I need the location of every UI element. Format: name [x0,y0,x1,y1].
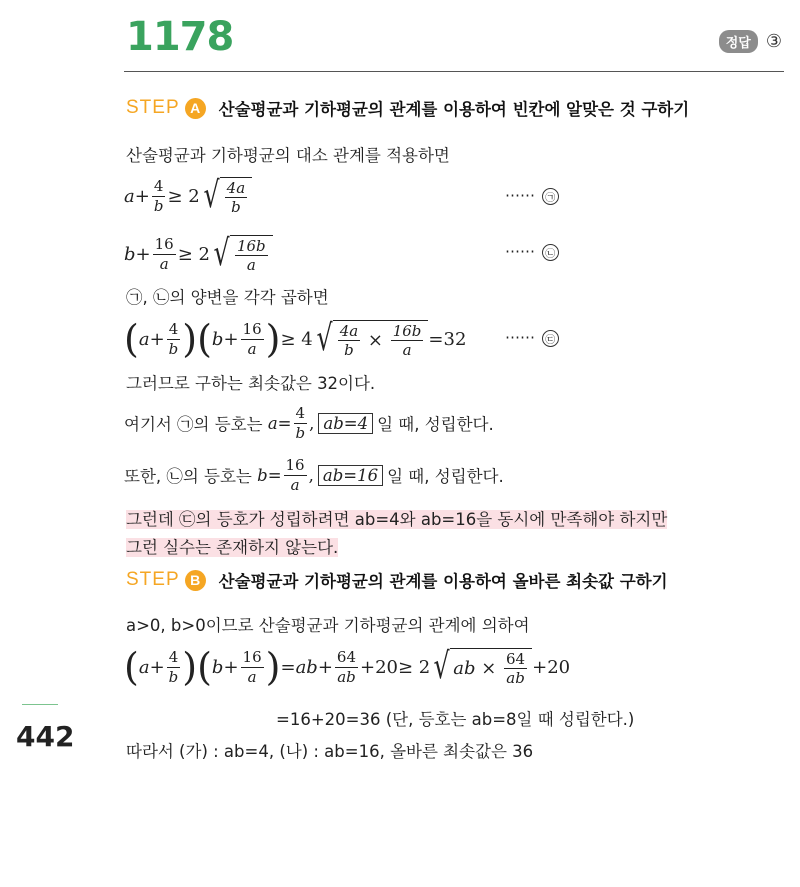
step-a-letter: A [185,98,206,119]
answer-value: ③ [765,31,782,52]
step-b-heading [126,568,668,592]
product-inequality: ( a + $\frac{4}{b}$ ) ( b + $\frac{16}{a}$ ) ≥ 4 √ $\frac{4a}{b}$ × $\frac{16b}{a}$ =32 [124,317,467,361]
eq1-prefix: 여기서 ㉠의 등호는 [124,415,263,434]
equality-line-1: 여기서 ㉠의 등호는 a = $\frac{4}{b}$ , ab=4 일 때, 성립한다. [124,404,494,442]
mark-3-line: ⋯⋯ ㉢ [505,328,561,347]
step-a-word: STEP [126,97,180,118]
equality-line-2: 또한, ㉡의 등호는 b = $\frac{16}{a}$ , ab=16 일 때, 성립한다. [124,456,504,494]
page-number-rule [22,704,58,705]
eq2-box: ab=16 [318,465,383,486]
multiply-text: ㉠, ㉡의 양변을 각각 곱하면 [126,288,329,307]
step-b-letter: B [185,570,206,591]
problem-number: 1178 [126,14,234,60]
eq2-suffix: 일 때, 성립한다. [387,467,504,486]
step-a-heading [126,96,689,120]
eq1-box: ab=4 [318,413,373,434]
eq2-prefix: 또한, ㉡의 등호는 [124,467,252,486]
step-b-intro: a>0, b>0이므로 산술평균과 기하평균의 관계에 의하여 [126,616,530,635]
step-b-result: =16+20=36 (단, 등호는 ab=8일 때 성립한다.) [276,710,635,729]
mark-3: ㉢ [542,330,559,347]
answer-area [719,30,782,53]
step-a-intro: 산술평균과 기하평균의 대소 관계를 적용하면 [126,146,450,165]
mark-1-line: ⋯⋯ ㉠ [505,186,561,205]
inequality-2: b + $\frac{16}{a}$ ≥ 2 √ $\frac{16b}{a}$ [124,228,273,280]
header-divider [124,71,784,72]
note-line-1: 그런데 ㉢의 등호가 성립하려면 ab=4와 ab=16을 동시에 만족해야 하지만 [126,510,668,529]
note-line-2: 그런 실수는 존재하지 않는다. [126,538,339,557]
mark-2-line: ⋯⋯ ㉡ [505,242,561,261]
amgm-expansion: ( a + $\frac{4}{b}$ ) ( b + $\frac{16}{a}$ ) = ab + $\frac{64}{ab}$ +20≥ 2 √ ab × $\frac{64}{ab}$ +20 [124,645,571,689]
mark-1: ㉠ [542,188,559,205]
inequality-1: a + $\frac{4}{b}$ ≥ 2 √ $\frac{4a}{b}$ [124,170,252,222]
conclusion: 따라서 (가) : ab=4, (나) : ab=16, 올바른 최솟값은 36 [126,742,534,761]
answer-badge: 정답 [719,30,758,53]
mark-2: ㉡ [542,244,559,261]
step-b-title: 산술평균과 기하평균의 관계를 이용하여 올바른 최솟값 구하기 [218,572,668,591]
eq1-suffix: 일 때, 성립한다. [377,415,494,434]
min-text: 그러므로 구하는 최솟값은 32이다. [126,374,376,393]
step-a-title: 산술평균과 기하평균의 관계를 이용하여 빈칸에 알맞은 것 구하기 [218,100,690,119]
step-b-word: STEP [126,569,180,590]
page-number: 442 [16,720,75,753]
